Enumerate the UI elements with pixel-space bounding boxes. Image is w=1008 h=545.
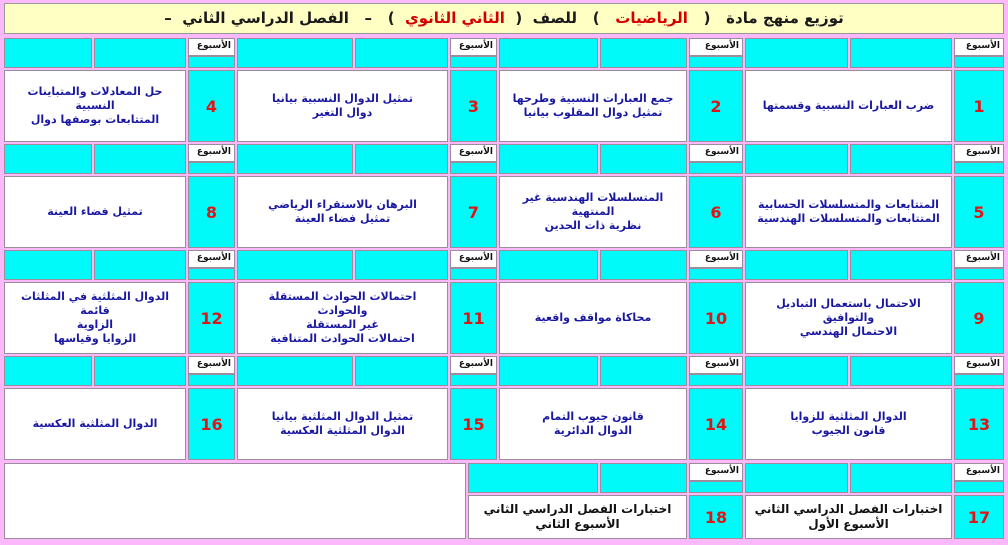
week-number: 7: [450, 176, 497, 248]
title-text-start: توزيع منهج مادة (: [698, 9, 844, 27]
week-header-strip: [689, 162, 743, 174]
week-header-label: الأسبوع: [954, 144, 1004, 162]
week-topic-exam: اختبارات الفصل الدراسي الثاني الأسبوع الثاني: [468, 495, 687, 539]
header-blank-cell: [850, 250, 952, 280]
week-topic: البرهان بالاستقراء الرياضي تمثيل فضاء العينة: [237, 176, 448, 248]
header-blank-cell: [600, 38, 687, 68]
header-blank-cell: [600, 144, 687, 174]
header-blank-cell: [355, 356, 448, 386]
header-blank-cell: [499, 250, 598, 280]
week-number: 2: [689, 70, 743, 142]
week-topic: محاكاة مواقف واقعية: [499, 282, 687, 354]
week-number: 1: [954, 70, 1004, 142]
week-header-label: الأسبوع: [689, 38, 743, 56]
week-header-strip: [689, 481, 743, 493]
title-text-middle: ) للصف (: [510, 9, 605, 27]
header-blank-cell: [94, 356, 186, 386]
week-topic: الدوال المثلثية العكسية: [4, 388, 186, 460]
week-topic: الدوال المثلثية للزوايا قانون الجيوب: [745, 388, 952, 460]
page-title: [4, 3, 1004, 34]
week-header-label: الأسبوع: [954, 250, 1004, 268]
week-header-strip: [188, 268, 235, 280]
week-topic: تمثيل الدوال النسبية بيانيا دوال التغير: [237, 70, 448, 142]
header-blank-cell: [499, 144, 598, 174]
header-blank-cell: [237, 144, 353, 174]
week-number: 14: [689, 388, 743, 460]
week-header-label: الأسبوع: [689, 144, 743, 162]
week-header-strip: [689, 56, 743, 68]
title-subject: الرياضيات: [604, 9, 699, 27]
week-header-strip: [954, 162, 1004, 174]
week-number: 9: [954, 282, 1004, 354]
week-header-label: الأسبوع: [188, 144, 235, 162]
header-blank-cell: [499, 356, 598, 386]
week-header-label: الأسبوع: [954, 38, 1004, 56]
week-number: 13: [954, 388, 1004, 460]
header-blank-cell: [600, 463, 687, 493]
title-grade: الثاني الثانوي: [399, 9, 511, 27]
week-header-label: الأسبوع: [689, 250, 743, 268]
week-topic: تمثيل فضاء العينة: [4, 176, 186, 248]
week-number: 6: [689, 176, 743, 248]
empty-area: [4, 463, 466, 539]
week-header-strip: [954, 268, 1004, 280]
header-blank-cell: [745, 38, 848, 68]
title-text-end: ) – الفصل الدراسي الثاني –: [164, 9, 400, 27]
header-blank-cell: [850, 356, 952, 386]
week-header-strip: [954, 481, 1004, 493]
header-blank-cell: [745, 144, 848, 174]
week-header-label: الأسبوع: [450, 356, 497, 374]
week-topic: جمع العبارات النسبية وطرحها تمثيل دوال المقلوب بيانيا: [499, 70, 687, 142]
week-topic: الدوال المثلثية في المثلثات قائمة الزاوية الزوايا وقياسها: [4, 282, 186, 354]
header-blank-cell: [4, 250, 92, 280]
header-blank-cell: [94, 250, 186, 280]
header-blank-cell: [468, 463, 598, 493]
week-header-strip: [954, 56, 1004, 68]
week-topic: ضرب العبارات النسبية وقسمتها: [745, 70, 952, 142]
week-topic: الاحتمال باستعمال التباديل والتوافيق الاحتمال الهندسي: [745, 282, 952, 354]
week-number: 3: [450, 70, 497, 142]
header-blank-cell: [237, 356, 353, 386]
header-blank-cell: [850, 463, 952, 493]
header-blank-cell: [850, 144, 952, 174]
header-blank-cell: [94, 144, 186, 174]
week-number: 8: [188, 176, 235, 248]
header-blank-cell: [850, 38, 952, 68]
header-blank-cell: [355, 250, 448, 280]
week-header-label: الأسبوع: [450, 250, 497, 268]
header-blank-cell: [745, 463, 848, 493]
week-number: 11: [450, 282, 497, 354]
week-header-label: الأسبوع: [689, 356, 743, 374]
header-blank-cell: [4, 38, 92, 68]
header-blank-cell: [4, 356, 92, 386]
week-topic: قانون جيوب التمام الدوال الدائرية: [499, 388, 687, 460]
week-header-label: الأسبوع: [450, 38, 497, 56]
week-number: 5: [954, 176, 1004, 248]
week-header-strip: [188, 374, 235, 386]
header-blank-cell: [600, 356, 687, 386]
header-blank-cell: [745, 356, 848, 386]
header-blank-cell: [499, 38, 598, 68]
header-blank-cell: [237, 250, 353, 280]
week-topic: المتسلسلات الهندسية غير المنتهية نظرية ذات الحدين: [499, 176, 687, 248]
week-number: 17: [954, 495, 1004, 539]
week-topic: تمثيل الدوال المثلثية بيانيا الدوال المثلثية العكسية: [237, 388, 448, 460]
week-number: 10: [689, 282, 743, 354]
week-header-strip: [954, 374, 1004, 386]
header-blank-cell: [355, 144, 448, 174]
week-header-strip: [689, 268, 743, 280]
week-header-label: الأسبوع: [954, 356, 1004, 374]
week-header-label: الأسبوع: [188, 250, 235, 268]
header-blank-cell: [4, 144, 92, 174]
week-topic: المتتابعات والمتسلسلات الحسابية المتتابعات والمتسلسلات الهندسية: [745, 176, 952, 248]
week-header-strip: [450, 374, 497, 386]
week-number: 18: [689, 495, 743, 539]
week-header-label: الأسبوع: [188, 356, 235, 374]
header-blank-cell: [355, 38, 448, 68]
header-blank-cell: [94, 38, 186, 68]
week-header-label: الأسبوع: [954, 463, 1004, 481]
week-number: 15: [450, 388, 497, 460]
week-header-label: الأسبوع: [689, 463, 743, 481]
header-blank-cell: [237, 38, 353, 68]
week-header-label: الأسبوع: [188, 38, 235, 56]
week-number: 16: [188, 388, 235, 460]
header-blank-cell: [745, 250, 848, 280]
week-number: 12: [188, 282, 235, 354]
week-number: 4: [188, 70, 235, 142]
week-topic: احتمالات الحوادث المستقلة والحوادث غير المستقلة احتمالات الحوادث المتنافية: [237, 282, 448, 354]
week-header-strip: [450, 56, 497, 68]
week-header-strip: [689, 374, 743, 386]
week-header-label: الأسبوع: [450, 144, 497, 162]
week-topic-exam: اختبارات الفصل الدراسي الثاني الأسبوع الأول: [745, 495, 952, 539]
week-header-strip: [450, 268, 497, 280]
header-blank-cell: [600, 250, 687, 280]
week-header-strip: [450, 162, 497, 174]
week-header-strip: [188, 56, 235, 68]
week-header-strip: [188, 162, 235, 174]
week-topic: حل المعادلات والمتباينات النسبية المتتابعات بوصفها دوال: [4, 70, 186, 142]
